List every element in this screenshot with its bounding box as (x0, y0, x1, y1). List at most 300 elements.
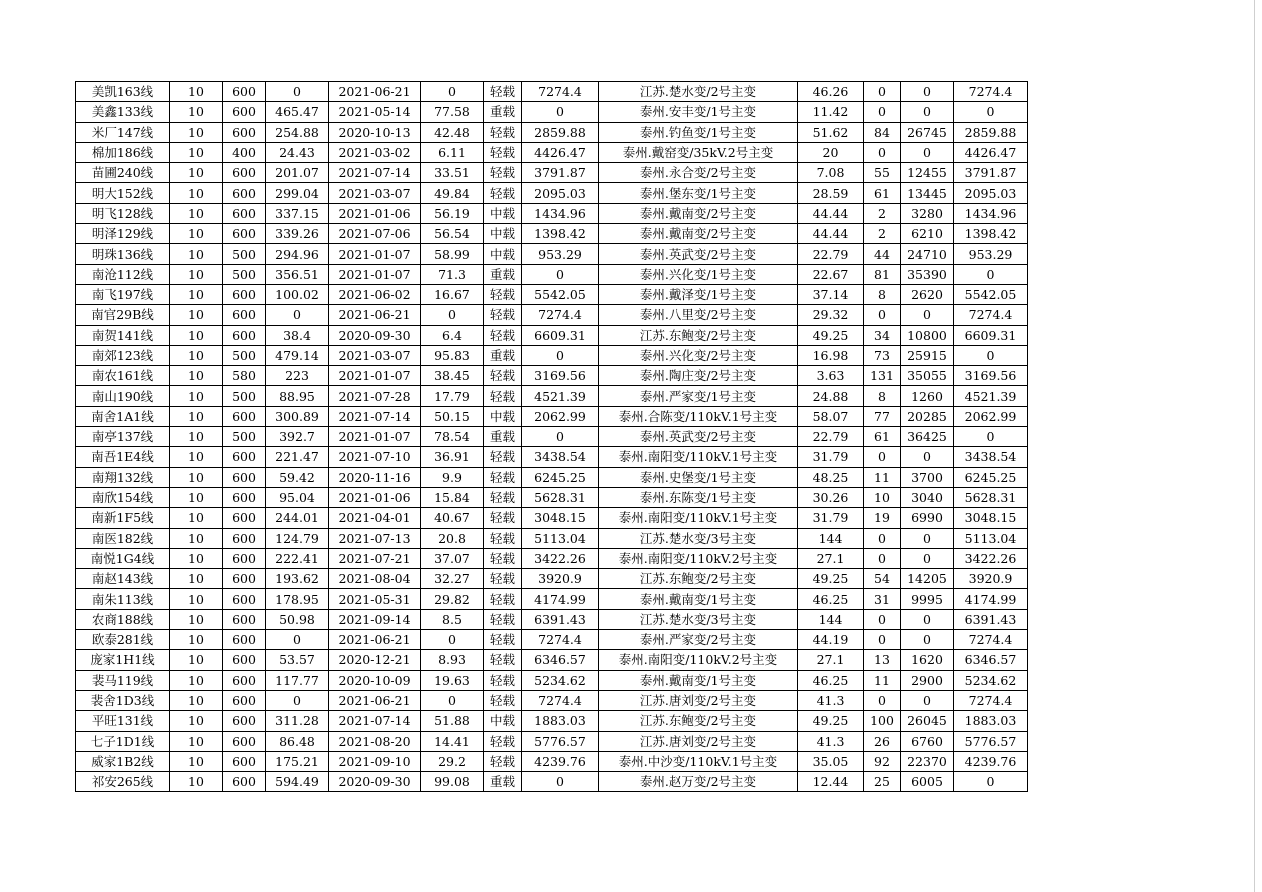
cell-transformer-load-rate: 46.25 (798, 670, 864, 690)
cell-max-load: 299.04 (266, 183, 329, 203)
cell-remaining-capacity: 3169.56 (954, 366, 1028, 386)
cell-load-status: 中载 (484, 406, 522, 426)
cell-amount: 6210 (901, 224, 954, 244)
cell-transformer-load-rate: 44.44 (798, 203, 864, 223)
cell-substation-transformer: 泰州.戴南变/1号主变 (599, 670, 798, 690)
cell-amount: 0 (901, 630, 954, 650)
cell-count: 0 (864, 690, 901, 710)
cell-voltage: 10 (170, 670, 223, 690)
cell-load-rate: 37.07 (421, 548, 484, 568)
table-row (76, 630, 1028, 650)
cell-load-status: 轻载 (484, 548, 522, 568)
cell-voltage: 10 (170, 731, 223, 751)
cell-voltage: 10 (170, 244, 223, 264)
cell-load-rate: 38.45 (421, 366, 484, 386)
cell-rated-capacity: 600 (223, 325, 266, 345)
cell-max-load: 392.7 (266, 427, 329, 447)
cell-transformer-load-rate: 20 (798, 142, 864, 162)
cell-rated-capacity: 600 (223, 589, 266, 609)
cell-voltage: 10 (170, 690, 223, 710)
page-edge-line (1254, 0, 1255, 892)
cell-substation-transformer: 泰州.严家变/1号主变 (599, 386, 798, 406)
cell-load-status: 轻载 (484, 609, 522, 629)
cell-available-capacity: 7274.4 (522, 630, 599, 650)
cell-voltage: 10 (170, 406, 223, 426)
cell-transformer-load-rate: 16.98 (798, 345, 864, 365)
table-row (76, 325, 1028, 345)
cell-rated-capacity: 600 (223, 305, 266, 325)
cell-line-name: 祁安265线 (76, 772, 170, 792)
cell-remaining-capacity: 5542.05 (954, 284, 1028, 304)
cell-amount: 6990 (901, 508, 954, 528)
cell-transformer-load-rate: 44.19 (798, 630, 864, 650)
cell-voltage: 10 (170, 264, 223, 284)
cell-rated-capacity: 500 (223, 264, 266, 284)
cell-transformer-load-rate: 144 (798, 609, 864, 629)
cell-substation-transformer: 泰州.戴泽变/1号主变 (599, 284, 798, 304)
cell-date: 2020-11-16 (329, 467, 421, 487)
cell-count: 26 (864, 731, 901, 751)
cell-amount: 20285 (901, 406, 954, 426)
cell-available-capacity: 0 (522, 345, 599, 365)
table-row (76, 548, 1028, 568)
cell-max-load: 311.28 (266, 711, 329, 731)
cell-voltage: 10 (170, 183, 223, 203)
cell-rated-capacity: 600 (223, 609, 266, 629)
cell-date: 2021-01-07 (329, 264, 421, 284)
cell-voltage: 10 (170, 122, 223, 142)
cell-available-capacity: 1434.96 (522, 203, 599, 223)
cell-date: 2020-10-13 (329, 122, 421, 142)
cell-line-name: 南悦1G4线 (76, 548, 170, 568)
table-row (76, 427, 1028, 447)
cell-substation-transformer: 泰州.安丰变/1号主变 (599, 102, 798, 122)
cell-load-rate: 9.9 (421, 467, 484, 487)
table-row (76, 305, 1028, 325)
cell-substation-transformer: 江苏.唐刘变/2号主变 (599, 731, 798, 751)
cell-date: 2021-06-21 (329, 82, 421, 102)
cell-load-status: 轻载 (484, 508, 522, 528)
cell-available-capacity: 5542.05 (522, 284, 599, 304)
cell-amount: 22370 (901, 751, 954, 771)
table-row (76, 650, 1028, 670)
table-row (76, 284, 1028, 304)
cell-line-name: 欧泰281线 (76, 630, 170, 650)
cell-load-rate: 0 (421, 82, 484, 102)
cell-amount: 13445 (901, 183, 954, 203)
cell-max-load: 356.51 (266, 264, 329, 284)
cell-count: 77 (864, 406, 901, 426)
cell-count: 100 (864, 711, 901, 731)
cell-count: 0 (864, 82, 901, 102)
cell-max-load: 59.42 (266, 467, 329, 487)
cell-date: 2020-09-30 (329, 772, 421, 792)
cell-load-rate: 20.8 (421, 528, 484, 548)
cell-rated-capacity: 600 (223, 447, 266, 467)
cell-load-status: 轻载 (484, 731, 522, 751)
cell-available-capacity: 7274.4 (522, 690, 599, 710)
cell-max-load: 0 (266, 690, 329, 710)
cell-max-load: 337.15 (266, 203, 329, 223)
cell-date: 2021-07-14 (329, 163, 421, 183)
cell-load-status: 轻载 (484, 487, 522, 507)
cell-line-name: 南朱113线 (76, 589, 170, 609)
cell-date: 2021-01-07 (329, 244, 421, 264)
cell-voltage: 10 (170, 203, 223, 223)
cell-available-capacity: 7274.4 (522, 305, 599, 325)
cell-load-status: 轻载 (484, 630, 522, 650)
cell-available-capacity: 3791.87 (522, 163, 599, 183)
cell-voltage: 10 (170, 508, 223, 528)
cell-date: 2021-03-07 (329, 345, 421, 365)
cell-substation-transformer: 泰州.戴南变/2号主变 (599, 203, 798, 223)
cell-load-rate: 50.15 (421, 406, 484, 426)
cell-max-load: 88.95 (266, 386, 329, 406)
cell-available-capacity: 2859.88 (522, 122, 599, 142)
cell-date: 2021-06-21 (329, 690, 421, 710)
cell-count: 8 (864, 284, 901, 304)
cell-load-rate: 95.83 (421, 345, 484, 365)
cell-remaining-capacity: 1434.96 (954, 203, 1028, 223)
cell-count: 73 (864, 345, 901, 365)
cell-count: 44 (864, 244, 901, 264)
cell-available-capacity: 1883.03 (522, 711, 599, 731)
cell-max-load: 479.14 (266, 345, 329, 365)
cell-max-load: 178.95 (266, 589, 329, 609)
cell-date: 2021-07-21 (329, 548, 421, 568)
cell-date: 2021-06-21 (329, 630, 421, 650)
table-row (76, 751, 1028, 771)
cell-amount: 26745 (901, 122, 954, 142)
cell-date: 2021-07-14 (329, 406, 421, 426)
cell-date: 2021-07-28 (329, 386, 421, 406)
cell-load-status: 轻载 (484, 386, 522, 406)
cell-substation-transformer: 江苏.东鲍变/2号主变 (599, 711, 798, 731)
cell-amount: 26045 (901, 711, 954, 731)
cell-amount: 12455 (901, 163, 954, 183)
cell-load-rate: 42.48 (421, 122, 484, 142)
cell-rated-capacity: 500 (223, 427, 266, 447)
cell-max-load: 465.47 (266, 102, 329, 122)
cell-available-capacity: 5776.57 (522, 731, 599, 751)
cell-remaining-capacity: 3422.26 (954, 548, 1028, 568)
cell-substation-transformer: 江苏.楚水变/3号主变 (599, 528, 798, 548)
cell-line-name: 南山190线 (76, 386, 170, 406)
cell-transformer-load-rate: 22.79 (798, 427, 864, 447)
cell-max-load: 50.98 (266, 609, 329, 629)
cell-available-capacity: 0 (522, 427, 599, 447)
cell-line-name: 农商188线 (76, 609, 170, 629)
cell-max-load: 244.01 (266, 508, 329, 528)
cell-voltage: 10 (170, 82, 223, 102)
cell-date: 2021-06-21 (329, 305, 421, 325)
cell-date: 2021-01-06 (329, 487, 421, 507)
cell-available-capacity: 6245.25 (522, 467, 599, 487)
cell-remaining-capacity: 7274.4 (954, 630, 1028, 650)
cell-amount: 0 (901, 528, 954, 548)
table-row (76, 244, 1028, 264)
cell-amount: 0 (901, 447, 954, 467)
table-row (76, 366, 1028, 386)
cell-max-load: 223 (266, 366, 329, 386)
cell-date: 2021-01-06 (329, 203, 421, 223)
cell-load-rate: 33.51 (421, 163, 484, 183)
cell-rated-capacity: 600 (223, 751, 266, 771)
cell-line-name: 美凯163线 (76, 82, 170, 102)
cell-substation-transformer: 江苏.唐刘变/2号主变 (599, 690, 798, 710)
cell-amount: 35055 (901, 366, 954, 386)
cell-voltage: 10 (170, 751, 223, 771)
cell-line-name: 南沧112线 (76, 264, 170, 284)
table-row (76, 203, 1028, 223)
cell-line-name: 南欣154线 (76, 487, 170, 507)
cell-max-load: 294.96 (266, 244, 329, 264)
cell-date: 2021-03-02 (329, 142, 421, 162)
cell-remaining-capacity: 0 (954, 264, 1028, 284)
cell-load-rate: 0 (421, 305, 484, 325)
cell-remaining-capacity: 5776.57 (954, 731, 1028, 751)
cell-count: 11 (864, 467, 901, 487)
cell-rated-capacity: 600 (223, 731, 266, 751)
cell-transformer-load-rate: 49.25 (798, 711, 864, 731)
cell-voltage: 10 (170, 467, 223, 487)
cell-rated-capacity: 600 (223, 569, 266, 589)
cell-transformer-load-rate: 27.1 (798, 548, 864, 568)
cell-max-load: 254.88 (266, 122, 329, 142)
cell-rated-capacity: 500 (223, 345, 266, 365)
cell-load-status: 轻载 (484, 366, 522, 386)
cell-max-load: 24.43 (266, 142, 329, 162)
cell-voltage: 10 (170, 528, 223, 548)
cell-amount: 0 (901, 609, 954, 629)
cell-transformer-load-rate: 41.3 (798, 690, 864, 710)
cell-count: 11 (864, 670, 901, 690)
feeder-load-table (75, 81, 1028, 792)
cell-voltage: 10 (170, 427, 223, 447)
cell-rated-capacity: 600 (223, 528, 266, 548)
cell-load-status: 轻载 (484, 142, 522, 162)
table-row (76, 670, 1028, 690)
cell-available-capacity: 3920.9 (522, 569, 599, 589)
cell-count: 0 (864, 528, 901, 548)
cell-transformer-load-rate: 22.79 (798, 244, 864, 264)
cell-max-load: 38.4 (266, 325, 329, 345)
cell-load-rate: 15.84 (421, 487, 484, 507)
cell-remaining-capacity: 3438.54 (954, 447, 1028, 467)
cell-date: 2021-07-06 (329, 224, 421, 244)
cell-count: 10 (864, 487, 901, 507)
cell-remaining-capacity: 3791.87 (954, 163, 1028, 183)
cell-amount: 24710 (901, 244, 954, 264)
cell-max-load: 0 (266, 305, 329, 325)
cell-count: 0 (864, 305, 901, 325)
cell-transformer-load-rate: 44.44 (798, 224, 864, 244)
cell-amount: 0 (901, 142, 954, 162)
cell-count: 31 (864, 589, 901, 609)
cell-date: 2021-07-14 (329, 711, 421, 731)
cell-rated-capacity: 580 (223, 366, 266, 386)
cell-line-name: 棉加186线 (76, 142, 170, 162)
cell-amount: 1620 (901, 650, 954, 670)
cell-transformer-load-rate: 46.25 (798, 589, 864, 609)
cell-substation-transformer: 泰州.史堡变/1号主变 (599, 467, 798, 487)
cell-rated-capacity: 600 (223, 772, 266, 792)
cell-load-rate: 19.63 (421, 670, 484, 690)
cell-remaining-capacity: 0 (954, 345, 1028, 365)
cell-remaining-capacity: 7274.4 (954, 690, 1028, 710)
cell-available-capacity: 0 (522, 264, 599, 284)
cell-remaining-capacity: 0 (954, 427, 1028, 447)
table-row (76, 690, 1028, 710)
cell-rated-capacity: 600 (223, 670, 266, 690)
cell-load-status: 轻载 (484, 751, 522, 771)
cell-load-status: 重载 (484, 772, 522, 792)
cell-remaining-capacity: 6609.31 (954, 325, 1028, 345)
cell-available-capacity: 3169.56 (522, 366, 599, 386)
cell-remaining-capacity: 3920.9 (954, 569, 1028, 589)
cell-rated-capacity: 600 (223, 650, 266, 670)
cell-line-name: 苗圃240线 (76, 163, 170, 183)
cell-max-load: 201.07 (266, 163, 329, 183)
cell-remaining-capacity: 6245.25 (954, 467, 1028, 487)
cell-voltage: 10 (170, 447, 223, 467)
cell-count: 25 (864, 772, 901, 792)
table-row (76, 264, 1028, 284)
cell-load-status: 轻载 (484, 670, 522, 690)
cell-amount: 3280 (901, 203, 954, 223)
table-body (76, 82, 1028, 792)
cell-rated-capacity: 600 (223, 183, 266, 203)
cell-transformer-load-rate: 27.1 (798, 650, 864, 670)
cell-date: 2021-05-14 (329, 102, 421, 122)
cell-line-name: 南舍1A1线 (76, 406, 170, 426)
cell-voltage: 10 (170, 224, 223, 244)
cell-max-load: 0 (266, 630, 329, 650)
table-row (76, 731, 1028, 751)
cell-load-rate: 51.88 (421, 711, 484, 731)
cell-line-name: 庞家1H1线 (76, 650, 170, 670)
cell-remaining-capacity: 0 (954, 772, 1028, 792)
cell-load-status: 中载 (484, 203, 522, 223)
table-row (76, 487, 1028, 507)
cell-max-load: 193.62 (266, 569, 329, 589)
cell-remaining-capacity: 0 (954, 102, 1028, 122)
cell-max-load: 221.47 (266, 447, 329, 467)
cell-load-status: 轻载 (484, 650, 522, 670)
cell-count: 92 (864, 751, 901, 771)
cell-load-rate: 17.79 (421, 386, 484, 406)
cell-load-rate: 77.58 (421, 102, 484, 122)
cell-amount: 0 (901, 548, 954, 568)
cell-line-name: 南医182线 (76, 528, 170, 548)
cell-date: 2020-10-09 (329, 670, 421, 690)
cell-amount: 35390 (901, 264, 954, 284)
cell-rated-capacity: 400 (223, 142, 266, 162)
cell-line-name: 南赵143线 (76, 569, 170, 589)
cell-count: 13 (864, 650, 901, 670)
cell-remaining-capacity: 1398.42 (954, 224, 1028, 244)
cell-amount: 0 (901, 690, 954, 710)
cell-load-rate: 29.2 (421, 751, 484, 771)
cell-substation-transformer: 泰州.永合变/2号主变 (599, 163, 798, 183)
cell-remaining-capacity: 4174.99 (954, 589, 1028, 609)
cell-load-status: 中载 (484, 244, 522, 264)
table-row (76, 528, 1028, 548)
cell-available-capacity: 6391.43 (522, 609, 599, 629)
cell-substation-transformer: 泰州.堡东变/1号主变 (599, 183, 798, 203)
cell-line-name: 明珠136线 (76, 244, 170, 264)
cell-amount: 6760 (901, 731, 954, 751)
cell-transformer-load-rate: 58.07 (798, 406, 864, 426)
table-row (76, 711, 1028, 731)
cell-line-name: 平旺131线 (76, 711, 170, 731)
cell-transformer-load-rate: 46.26 (798, 82, 864, 102)
cell-remaining-capacity: 5234.62 (954, 670, 1028, 690)
cell-load-status: 中载 (484, 711, 522, 731)
cell-date: 2021-09-14 (329, 609, 421, 629)
cell-transformer-load-rate: 35.05 (798, 751, 864, 771)
cell-transformer-load-rate: 29.32 (798, 305, 864, 325)
cell-line-name: 南官29B线 (76, 305, 170, 325)
cell-count: 61 (864, 427, 901, 447)
cell-line-name: 南飞197线 (76, 284, 170, 304)
cell-voltage: 10 (170, 650, 223, 670)
cell-transformer-load-rate: 31.79 (798, 508, 864, 528)
cell-substation-transformer: 泰州.兴化变/1号主变 (599, 264, 798, 284)
cell-substation-transformer: 泰州.南阳变/110kV.1号主变 (599, 447, 798, 467)
cell-line-name: 米厂147线 (76, 122, 170, 142)
cell-voltage: 10 (170, 366, 223, 386)
table-row (76, 406, 1028, 426)
cell-voltage: 10 (170, 772, 223, 792)
cell-substation-transformer: 泰州.赵万变/2号主变 (599, 772, 798, 792)
cell-amount: 2900 (901, 670, 954, 690)
cell-date: 2021-06-02 (329, 284, 421, 304)
cell-available-capacity: 953.29 (522, 244, 599, 264)
cell-remaining-capacity: 7274.4 (954, 305, 1028, 325)
cell-amount: 0 (901, 102, 954, 122)
cell-load-status: 轻载 (484, 305, 522, 325)
cell-substation-transformer: 泰州.戴南变/2号主变 (599, 224, 798, 244)
cell-substation-transformer: 江苏.东鲍变/2号主变 (599, 569, 798, 589)
cell-remaining-capacity: 5113.04 (954, 528, 1028, 548)
cell-voltage: 10 (170, 305, 223, 325)
cell-transformer-load-rate: 48.25 (798, 467, 864, 487)
cell-voltage: 10 (170, 142, 223, 162)
cell-count: 61 (864, 183, 901, 203)
cell-line-name: 南亭137线 (76, 427, 170, 447)
cell-load-rate: 58.99 (421, 244, 484, 264)
cell-available-capacity: 4174.99 (522, 589, 599, 609)
cell-available-capacity: 6609.31 (522, 325, 599, 345)
cell-line-name: 裴舍1D3线 (76, 690, 170, 710)
cell-voltage: 10 (170, 548, 223, 568)
cell-line-name: 裴马119线 (76, 670, 170, 690)
cell-count: 0 (864, 609, 901, 629)
cell-load-rate: 14.41 (421, 731, 484, 751)
cell-amount: 36425 (901, 427, 954, 447)
cell-voltage: 10 (170, 345, 223, 365)
cell-voltage: 10 (170, 711, 223, 731)
cell-amount: 1260 (901, 386, 954, 406)
cell-date: 2021-09-10 (329, 751, 421, 771)
cell-substation-transformer: 泰州.戴窑变/35kV.2号主变 (599, 142, 798, 162)
cell-voltage: 10 (170, 325, 223, 345)
cell-available-capacity: 0 (522, 772, 599, 792)
cell-load-status: 中载 (484, 224, 522, 244)
cell-line-name: 威家1B2线 (76, 751, 170, 771)
cell-load-rate: 78.54 (421, 427, 484, 447)
